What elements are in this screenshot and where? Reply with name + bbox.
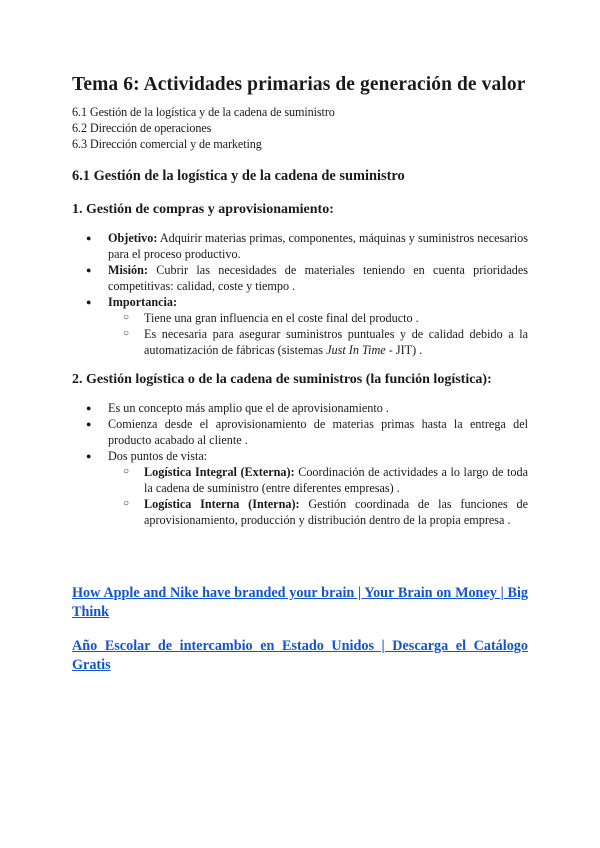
jit-lead-text: Es necesaria para asegurar suministros puntuales y de calidad debido a la automatización de fábricas (sistemas — [144, 327, 528, 357]
toc-item: 6.2 Dirección de operaciones — [72, 121, 212, 135]
link-apple-nike-video[interactable]: How Apple and Nike have branded your brain | Your Brain on Money | Big Think — [72, 585, 528, 620]
sublist-item: ○ Tiene una gran influencia en el coste final del producto . — [108, 310, 528, 326]
links-section — [72, 584, 528, 675]
sublist-item-interna — [108, 496, 528, 528]
list-item-mision — [72, 262, 528, 294]
importancia-sublist — [108, 310, 528, 358]
objetivo-label: Objetivo: — [108, 231, 158, 245]
list-item-puntos-de-vista — [72, 448, 528, 528]
subsection-heading-logistica: 2. Gestión logística o de la cadena de suministros (la función logística): — [72, 372, 492, 387]
interna-text: Gestión coordinada de las funciones de aprovisionamiento, producción y distribución dentro de la propia empresa . — [144, 497, 529, 527]
mision-label: Misión: — [108, 263, 148, 277]
logistica-list — [72, 400, 528, 528]
sublist-item-jit — [108, 326, 528, 358]
list-item: ● Comienza desde el aprovisionamiento de materias primas hasta la entrega del producto acabado al cliente . — [72, 416, 528, 448]
puntos-de-vista-sublist — [108, 464, 528, 528]
integral-label: Logística Integral (Externa): — [144, 465, 295, 479]
interna-label: Logística Interna (Interna): — [144, 497, 300, 511]
document-title: Tema 6: Actividades primarias de generación de valor — [72, 74, 526, 95]
section-heading: 6.1 Gestión de la logística y de la cadena de suministro — [72, 168, 405, 184]
jit-tail-text: - JIT) . — [385, 343, 423, 357]
mision-text: Cubrir las necesidades de materiales teniendo en cuenta prioridades competitivas: calidad, coste y tiempo . — [108, 263, 528, 293]
objetivo-text: Adquirir materias primas, componentes, máquinas y suministros necesarios para el proceso productivo. — [108, 231, 528, 261]
table-of-contents — [72, 104, 528, 152]
toc-item: 6.1 Gestión de la logística y de la cadena de suministro — [72, 105, 335, 119]
subsection-heading-compras: 1. Gestión de compras y aprovisionamiento: — [72, 202, 334, 217]
list-item-importancia — [72, 294, 528, 358]
document-body — [72, 72, 528, 690]
importancia-label: Importancia: — [108, 295, 178, 309]
sublist-item-integral — [108, 464, 528, 496]
list-item: ● Es un concepto más amplio que el de aprovisionamiento . — [72, 400, 528, 416]
jit-italic-text: Just In Time — [326, 343, 386, 357]
toc-item: 6.3 Dirección comercial y de marketing — [72, 137, 262, 151]
integral-text: Coordinación de actividades a lo largo de toda la cadena de suministro (entre diferentes empresas) . — [144, 465, 528, 495]
list-item-objetivo — [72, 230, 528, 262]
puntos-de-vista-label: Dos puntos de vista: — [108, 449, 208, 463]
compras-list — [72, 230, 528, 358]
link-intercambio-catalogo[interactable]: Año Escolar de intercambio en Estado Unidos | Descarga el Catálogo Gratis — [72, 638, 528, 673]
